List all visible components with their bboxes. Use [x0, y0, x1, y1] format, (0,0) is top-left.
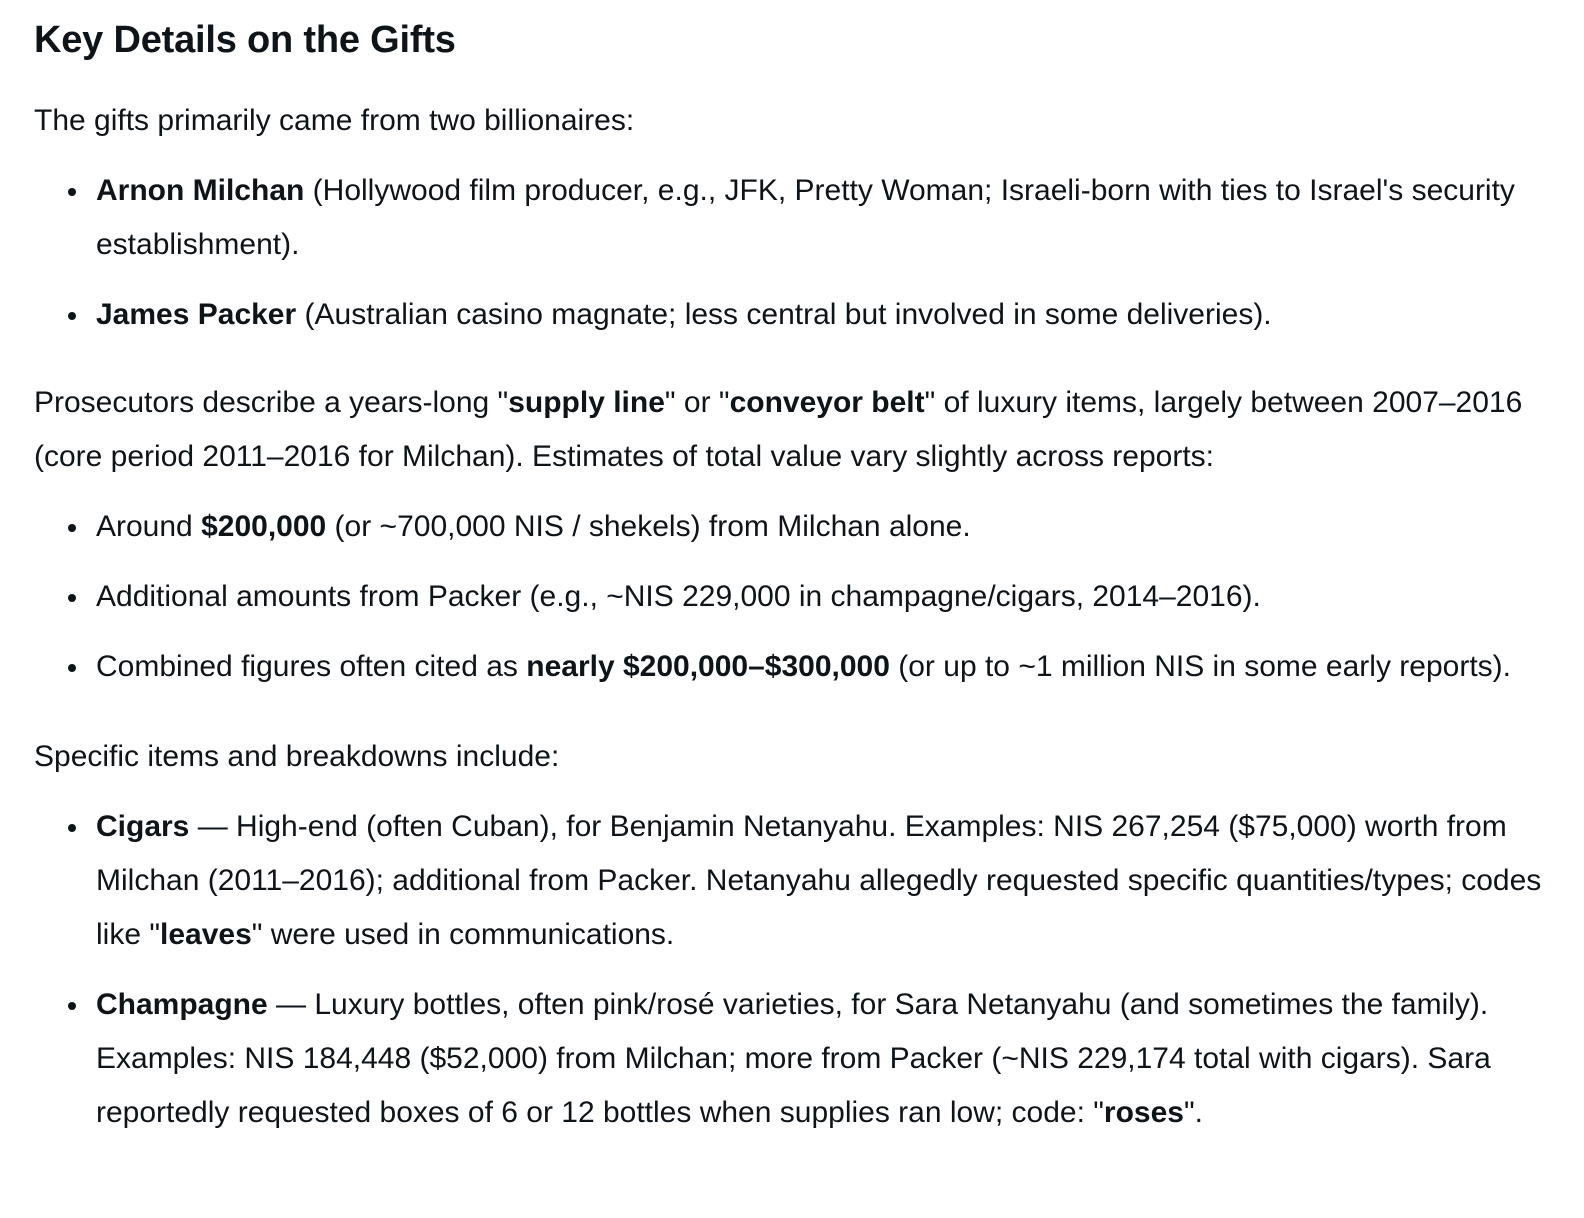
- list-item: [96, 640, 1554, 694]
- list-item: [96, 978, 1554, 1140]
- specific-items-list: [34, 800, 1554, 1140]
- list-item: [96, 800, 1554, 962]
- section-heading: Key Details on the Gifts: [34, 19, 456, 61]
- text-run: ".: [1183, 1096, 1203, 1129]
- list-item: [96, 500, 1554, 554]
- list-item: [96, 288, 1554, 342]
- text-run: " or ": [664, 386, 730, 419]
- billionaire-description: (Hollywood film producer, e.g., JFK, Pretty Woman; Israeli-born with ties to Israel's security establishment).: [96, 174, 1515, 261]
- text-run: Around: [96, 510, 202, 543]
- text-run: Prosecutors describe a years-long ": [34, 386, 509, 419]
- bold-term: conveyor belt: [729, 386, 925, 419]
- text-run: " of luxury items, largely between 2007–2016 (core period 2011–2016 for Milchan). Estimates of total value vary slightly across reports:: [34, 386, 1523, 473]
- bold-amount: nearly $200,000–$300,000: [526, 650, 890, 683]
- item-code: leaves: [160, 918, 252, 951]
- bold-amount: $200,000: [201, 510, 327, 543]
- billionaire-name: Arnon Milchan: [96, 174, 305, 207]
- text-run: " were used in communications.: [251, 918, 675, 951]
- item-code: roses: [1103, 1096, 1184, 1129]
- billionaire-description: (Australian casino magnate; less central but involved in some deliveries).: [296, 298, 1272, 331]
- text-run: Additional amounts from Packer (e.g., ~NIS 229,000 in champagne/cigars, 2014–2016).: [96, 580, 1261, 613]
- billionaire-name: James Packer: [96, 298, 297, 331]
- text-run: Combined figures often cited as: [96, 650, 527, 683]
- text-run: (or ~700,000 NIS / shekels) from Milchan alone.: [326, 510, 971, 543]
- bold-term: supply line: [508, 386, 665, 419]
- list-item: [96, 570, 1554, 624]
- billionaires-list: [34, 164, 1554, 342]
- specific-items-intro: Specific items and breakdowns include:: [34, 740, 560, 773]
- text-run: — High-end (often Cuban), for Benjamin Netanyahu. Examples: NIS 267,254 ($75,000) worth from Milchan (2011–2016); additional from Packer. Netanyahu allegedly requested specific quantities/types; codes like ": [96, 810, 1542, 951]
- estimates-list: [34, 500, 1554, 694]
- item-name: Cigars: [96, 810, 190, 843]
- text-run: — Luxury bottles, often pink/rosé varieties, for Sara Netanyahu (and sometimes the family). Examples: NIS 184,448 ($52,000) from Milchan; more from Packer (~NIS 229,174 total with cigars). Sara reportedly requested boxes of 6 or 12 bottles when supplies ran low; code: ": [96, 988, 1491, 1129]
- item-name: Champagne: [96, 988, 268, 1021]
- prosecutors-paragraph: [34, 376, 1554, 484]
- intro-paragraph: The gifts primarily came from two billionaires:: [34, 104, 635, 137]
- text-run: (or up to ~1 million NIS in some early reports).: [889, 650, 1511, 683]
- list-item: [96, 164, 1554, 272]
